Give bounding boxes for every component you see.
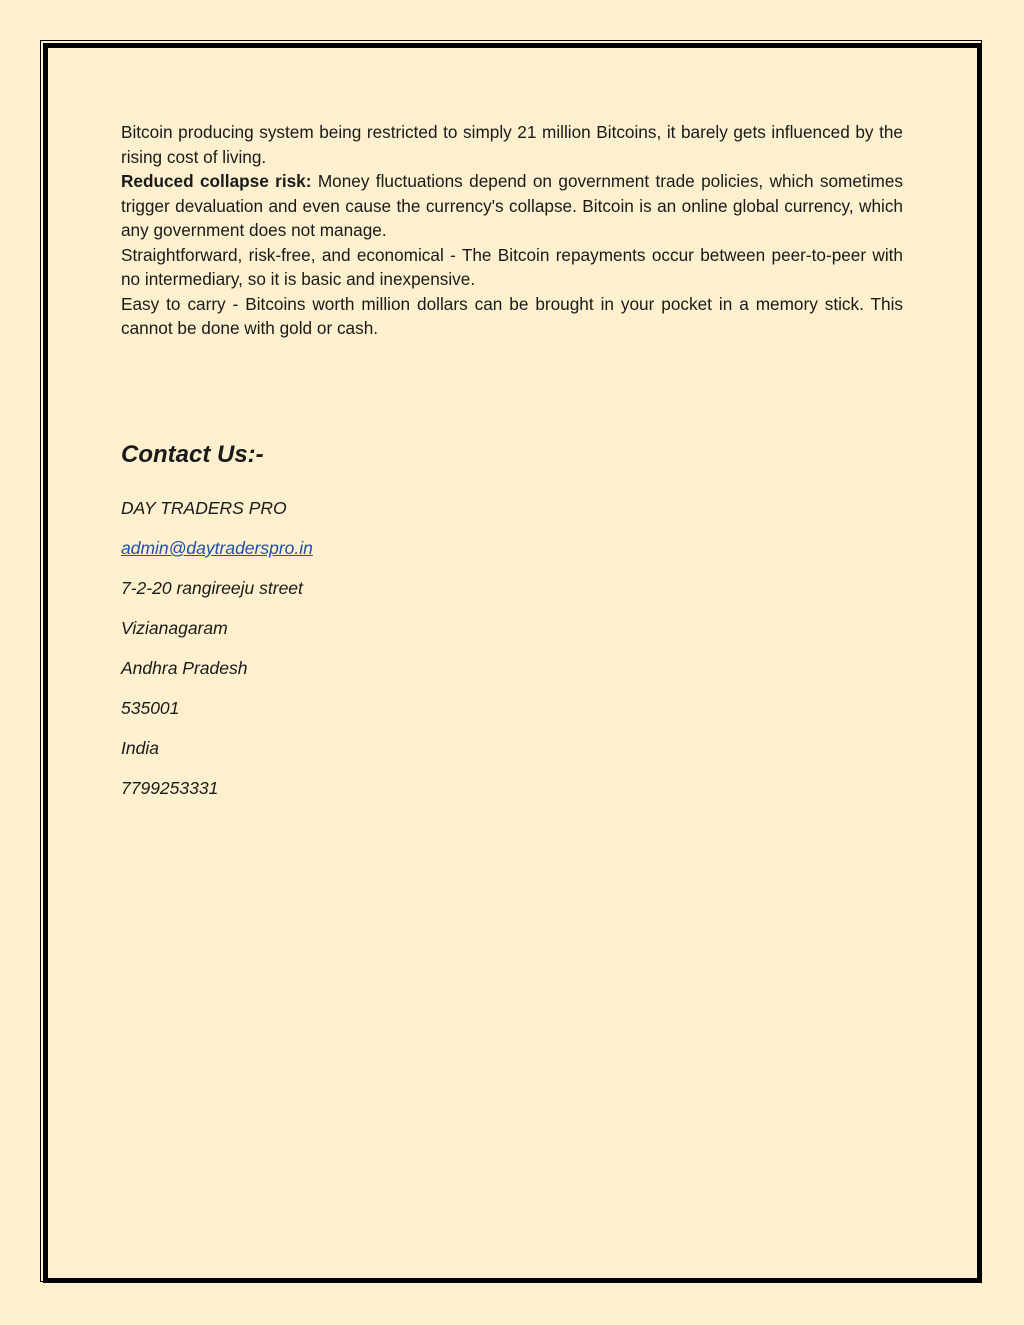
- paragraph-collapse-risk: [121, 169, 903, 243]
- city: Vizianagaram: [121, 618, 228, 638]
- paragraph-inflation: Bitcoin producing system being restricted to simply 21 million Bitcoins, it barely gets influenced by the rising cost of living.: [121, 122, 903, 167]
- postal-code: 535001: [121, 698, 180, 718]
- state: Andhra Pradesh: [121, 658, 248, 678]
- paragraph-economical: Straightforward, risk-free, and economical - The Bitcoin repayments occur between peer-to-peer with no intermediary, so it is basic and inexpensive.: [121, 244, 903, 289]
- contact-heading: Contact Us:-: [121, 441, 264, 468]
- paragraph-collapse-risk-heading: Reduced collapse risk:: [121, 171, 312, 191]
- paragraph-collapse-risk-body: Money fluctuations depend on government trade policies, which sometimes trigger devaluation and even cause the currency's collapse. Bitcoin is an online global currency, which any government does not manage.: [121, 171, 903, 240]
- email-line: [121, 536, 313, 560]
- phone-number: 7799253331: [121, 778, 219, 798]
- company-name: DAY TRADERS PRO: [121, 498, 287, 518]
- country: India: [121, 738, 159, 758]
- contact-section: [121, 438, 313, 816]
- body-text: [121, 120, 903, 341]
- email-link[interactable]: admin@daytraderspro.in: [121, 538, 313, 558]
- paragraph-easy-to-carry: Easy to carry - Bitcoins worth million dollars can be brought in your pocket in a memory stick. This cannot be done with gold or cash.: [121, 293, 903, 338]
- street-address: 7-2-20 rangireeju street: [121, 578, 303, 598]
